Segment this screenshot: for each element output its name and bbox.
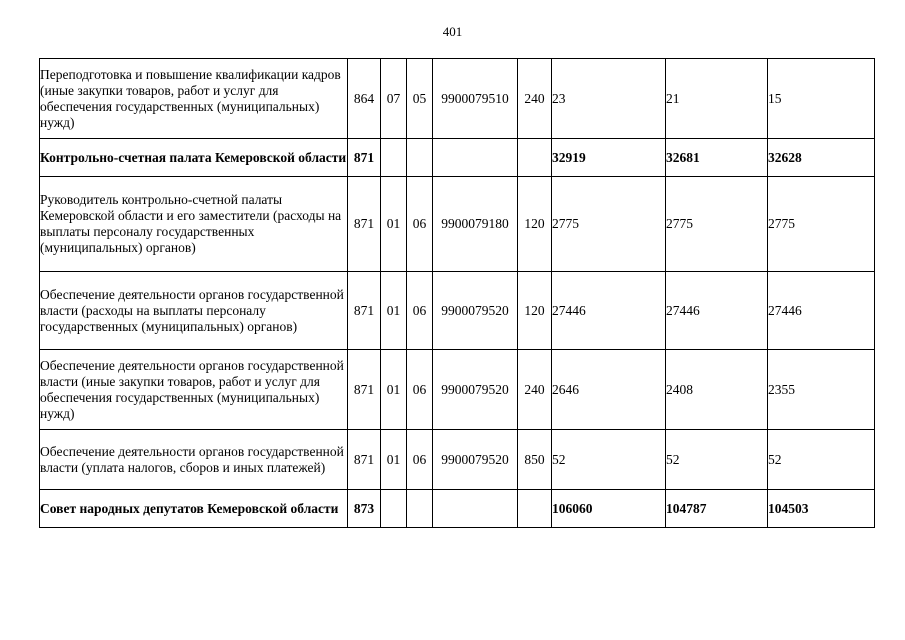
amount-year-2: 32681	[666, 139, 768, 177]
table-row	[40, 272, 875, 350]
amount-year-3: 104503	[768, 490, 875, 528]
table-row	[40, 139, 875, 177]
table-row	[40, 350, 875, 430]
expense-type-code: 850	[518, 430, 552, 490]
department-code: 871	[348, 139, 381, 177]
expense-name: Контрольно-счетная палата Кемеровской области	[40, 139, 348, 177]
expense-name: Обеспечение деятельности органов государственной власти (уплата налогов, сборов и иных платежей)	[40, 430, 348, 490]
amount-year-2: 27446	[666, 272, 768, 350]
table-row	[40, 59, 875, 139]
department-code: 871	[348, 177, 381, 272]
amount-year-2: 52	[666, 430, 768, 490]
expense-type-code: 120	[518, 177, 552, 272]
subsection-code: 06	[407, 272, 433, 350]
table-row	[40, 430, 875, 490]
department-code: 871	[348, 430, 381, 490]
amount-year-2: 2775	[666, 177, 768, 272]
target-item-code	[433, 139, 518, 177]
subsection-code: 06	[407, 430, 433, 490]
amount-year-1: 23	[552, 59, 666, 139]
amount-year-2: 104787	[666, 490, 768, 528]
expense-name: Обеспечение деятельности органов государственной власти (расходы на выплаты персоналу государственных (муниципальных) органов)	[40, 272, 348, 350]
section-code: 01	[381, 350, 407, 430]
amount-year-3: 32628	[768, 139, 875, 177]
section-code	[381, 490, 407, 528]
table-row	[40, 490, 875, 528]
section-code: 01	[381, 272, 407, 350]
amount-year-1: 106060	[552, 490, 666, 528]
amount-year-3: 2355	[768, 350, 875, 430]
expense-name: Совет народных депутатов Кемеровской области	[40, 490, 348, 528]
expense-name: Обеспечение деятельности органов государственной власти (иные закупки товаров, работ и услуг для обеспечения государственных (муниципальных) нужд)	[40, 350, 348, 430]
subsection-code: 06	[407, 350, 433, 430]
section-code	[381, 139, 407, 177]
target-item-code: 9900079520	[433, 430, 518, 490]
amount-year-3: 2775	[768, 177, 875, 272]
subsection-code	[407, 139, 433, 177]
section-code: 01	[381, 177, 407, 272]
page-number: 401	[442, 24, 463, 39]
expense-type-code: 120	[518, 272, 552, 350]
target-item-code	[433, 490, 518, 528]
target-item-code: 9900079520	[433, 350, 518, 430]
target-item-code: 9900079520	[433, 272, 518, 350]
department-code: 864	[348, 59, 381, 139]
expense-name: Переподготовка и повышение квалификации кадров (иные закупки товаров, работ и услуг для обеспечения государственных (муниципальных) нужд)	[40, 59, 348, 139]
amount-year-1: 2646	[552, 350, 666, 430]
section-code: 01	[381, 430, 407, 490]
amount-year-1: 32919	[552, 139, 666, 177]
amount-year-3: 15	[768, 59, 875, 139]
table-row	[40, 177, 875, 272]
expense-type-code	[518, 139, 552, 177]
target-item-code: 9900079510	[433, 59, 518, 139]
amount-year-3: 52	[768, 430, 875, 490]
amount-year-2: 2408	[666, 350, 768, 430]
target-item-code: 9900079180	[433, 177, 518, 272]
department-code: 873	[348, 490, 381, 528]
expense-name: Руководитель контрольно-счетной палаты Кемеровской области и его заместители (расходы на выплаты персоналу государственных (муниципальных) органов)	[40, 177, 348, 272]
subsection-code	[407, 490, 433, 528]
amount-year-3: 27446	[768, 272, 875, 350]
expense-type-code	[518, 490, 552, 528]
expense-type-code: 240	[518, 350, 552, 430]
subsection-code: 05	[407, 59, 433, 139]
department-code: 871	[348, 272, 381, 350]
subsection-code: 06	[407, 177, 433, 272]
amount-year-2: 21	[666, 59, 768, 139]
section-code: 07	[381, 59, 407, 139]
expense-type-code: 240	[518, 59, 552, 139]
amount-year-1: 2775	[552, 177, 666, 272]
amount-year-1: 52	[552, 430, 666, 490]
budget-table	[39, 58, 875, 528]
department-code: 871	[348, 350, 381, 430]
amount-year-1: 27446	[552, 272, 666, 350]
